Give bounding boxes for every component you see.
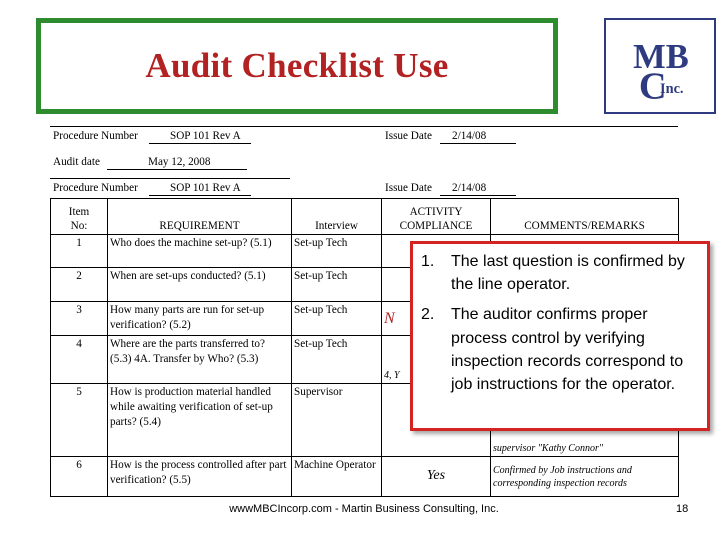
interview-cell: Set-up Tech <box>292 235 382 268</box>
title-banner <box>36 18 558 114</box>
item-no: 5 <box>51 384 108 457</box>
procedure-value: SOP 101 Rev A <box>170 182 241 194</box>
compliance-cell: N <box>382 302 491 336</box>
issue-value: 2/14/08 <box>452 130 487 142</box>
rule-line <box>50 126 678 127</box>
underline <box>440 143 516 144</box>
list-item <box>421 303 697 396</box>
callout-list <box>421 250 697 396</box>
underline <box>440 195 516 196</box>
interview-cell: Set-up Tech <box>292 268 382 302</box>
page-number: 18 <box>676 503 689 515</box>
interview-cell: Machine Operator <box>292 457 382 497</box>
mbc-logo-icon <box>606 20 714 112</box>
item-no: 4 <box>51 336 108 384</box>
issue-value: 2/14/08 <box>452 182 487 194</box>
col-interview-header: Interview <box>292 199 382 235</box>
issue-label: Issue Date <box>385 130 432 142</box>
list-number: 2. <box>421 306 435 324</box>
list-item <box>421 250 697 296</box>
issue-label: Issue Date <box>385 182 432 194</box>
logo-main-letters: MB <box>633 37 689 76</box>
slide-title: Audit Checklist Use <box>145 46 449 85</box>
item-no: 6 <box>51 457 108 497</box>
procedure-label: Procedure Number <box>53 182 138 194</box>
logo-inc: Inc. <box>660 80 684 97</box>
company-logo <box>604 18 716 114</box>
compliance-cell: 4, Y <box>382 336 491 384</box>
item-no: 3 <box>51 302 108 336</box>
list-number: 1. <box>421 253 435 270</box>
list-text: The auditor confirms proper process control by verifying inspection records correspond to job instructions for the operator. <box>451 306 684 393</box>
procedure-value: SOP 101 Rev A <box>170 130 241 142</box>
requirement-cell: Where are the parts transferred to? (5.3) 4A. Transfer by Who? (5.3) <box>108 336 292 384</box>
interview-cell: Set-up Tech <box>292 336 382 384</box>
audit-date-label: Audit date <box>53 156 100 168</box>
requirement-cell: How is production material handled while awaiting verification of set-up parts? (5.4) <box>108 384 292 457</box>
callout-box <box>410 241 710 431</box>
item-no: 1 <box>51 235 108 268</box>
procedure-label: Procedure Number <box>53 130 138 142</box>
requirement-cell: Who does the machine set-up? (5.1) <box>108 235 292 268</box>
requirement-cell: How is the process controlled after part verification? (5.5) <box>108 457 292 497</box>
col-comments-header: COMMENTS/REMARKS <box>491 199 679 235</box>
audit-date-value: May 12, 2008 <box>148 156 211 168</box>
requirement-cell: When are set-ups conducted? (5.1) <box>108 268 292 302</box>
col-compliance-header: ACTIVITY COMPLIANCE <box>382 199 491 235</box>
col-item-header: Item No: <box>51 199 108 235</box>
remarks-cell: supervisor "Kathy Connor" <box>491 384 679 457</box>
compliance-cell: Yes <box>382 457 491 497</box>
rule-line <box>50 178 290 179</box>
underline <box>149 195 251 196</box>
logo-c-letter: C <box>638 65 667 108</box>
requirement-cell: How many parts are run for set-up verification? (5.2) <box>108 302 292 336</box>
underline <box>107 169 247 170</box>
footer-text: wwwMBCIncorp.com - Martin Business Consulting, Inc. <box>229 503 499 515</box>
underline <box>149 143 251 144</box>
interview-cell: Set-up Tech <box>292 302 382 336</box>
col-requirement-header: REQUIREMENT <box>108 199 292 235</box>
table-row <box>51 457 679 497</box>
interview-cell: Supervisor <box>292 384 382 457</box>
item-no: 2 <box>51 268 108 302</box>
remarks-cell: Confirmed by Job instructions and corresponding inspection records <box>491 457 679 497</box>
list-text: The last question is confirmed by the line operator. <box>451 253 685 294</box>
